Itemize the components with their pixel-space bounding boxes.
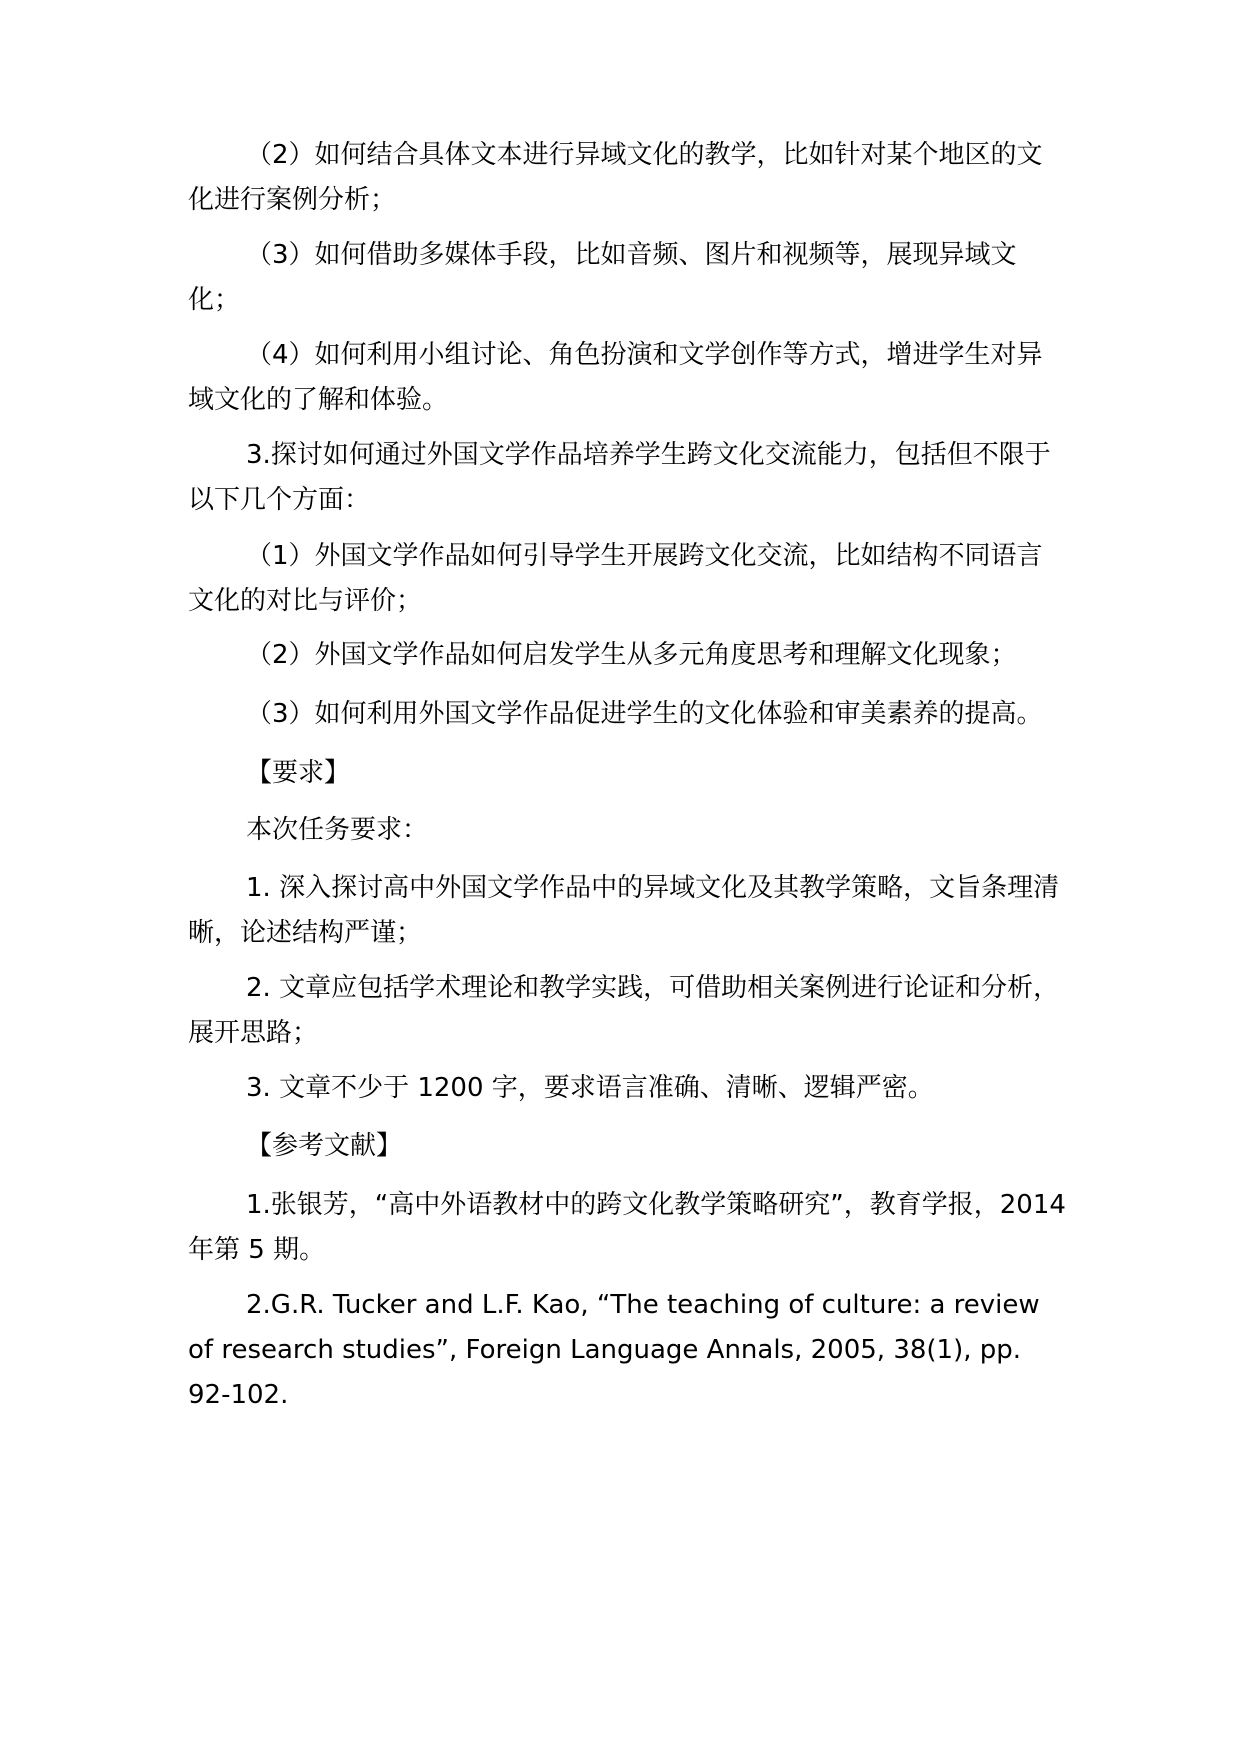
heading-references: 【参考文献】 [246,1131,403,1161]
paragraph-item-3-1: （1）外国文学作品如何引导学生开展跨文化交流，比如结构不同语言文化的对比与评价； [188,541,1043,616]
paragraph-item-3-3: （3）如何利用外国文学作品促进学生的文化体验和审美素养的提高。 [246,699,1043,729]
requirement-item-2: 2. 文章应包括学术理论和教学实践，可借助相关案例进行论证和分析，展开思路； [188,973,1060,1048]
paragraph-task-intro: 本次任务要求： [246,815,429,845]
heading-requirements: 【要求】 [246,758,351,788]
paragraph-item-2-2: （2）如何结合具体文本进行异域文化的教学，比如针对某个地区的文化进行案例分析； [188,140,1043,215]
paragraph-item-2-3: （3）如何借助多媒体手段，比如音频、图片和视频等，展现异域文化； [188,240,1017,315]
paragraph-section-3: 3.探讨如何通过外国文学作品培养学生跨文化交流能力，包括但不限于以下几个方面： [188,440,1051,515]
requirement-item-3: 3. 文章不少于 1200 字，要求语言准确、清晰、逻辑严密。 [246,1073,934,1103]
reference-item-1: 1.张银芳，“高中外语教材中的跨文化教学策略研究”，教育学报，2014 年第 5 期。 [188,1190,1066,1265]
paragraph-item-2-4: （4）如何利用小组讨论、角色扮演和文学创作等方式，增进学生对异域文化的了解和体验。 [188,340,1043,415]
requirement-item-1: 1. 深入探讨高中外国文学作品中的异域文化及其教学策略，文旨条理清晰，论述结构严谨； [188,873,1060,948]
reference-item-2: 2.G.R. Tucker and L.F. Kao, “The teaching of culture: a review of research studies”, Foreign Language Annals, 2005, 38(1), pp. 92-102. [188,1290,1040,1410]
paragraph-item-3-2: （2）外国文学作品如何启发学生从多元角度思考和理解文化现象； [246,640,1017,670]
